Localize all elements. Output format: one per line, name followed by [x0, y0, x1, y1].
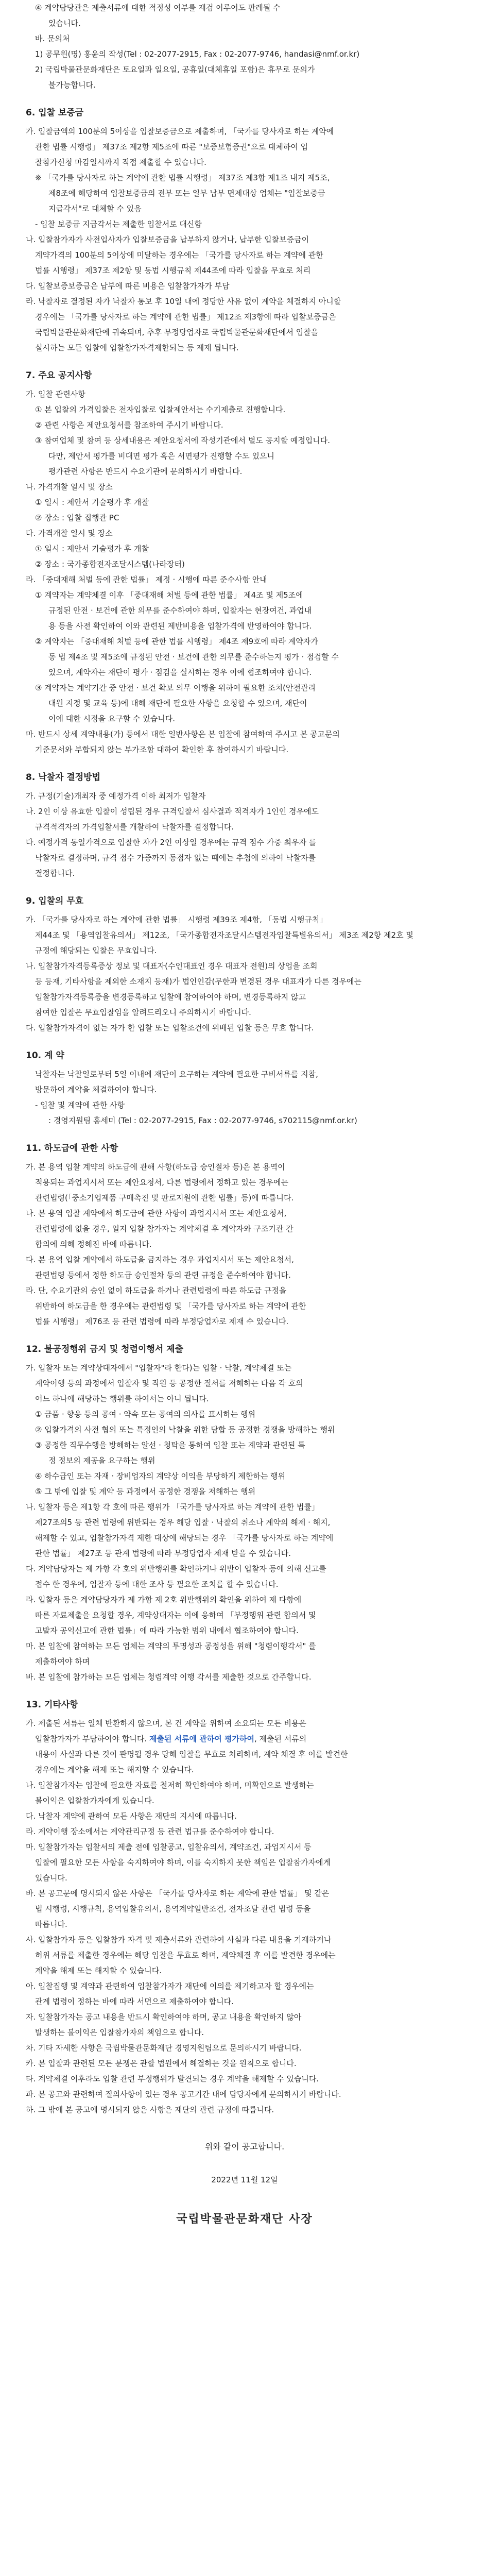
section-line: 규격적격자의 가격입찰서를 개찰하여 낙찰자를 결정합니다.	[35, 822, 234, 832]
section-line: 다. 입찰보증보증금은 납부에 따른 비용은 입찰참가자가 부담	[26, 281, 230, 291]
intro-block	[26, 0, 463, 93]
section-line: ② 장소 : 입찰 집행관 PC	[35, 513, 119, 522]
section-line: 파. 본 공고와 관련하여 질의사항이 있는 경우 공고기간 내에 담당자에게 문의하시기 바랍니다.	[26, 2090, 341, 2099]
section-line: ③ 참여업체 및 참여 등 상세내용은 제안요청서에 작성기관에서 별도 공지할 예정입니다.	[35, 436, 331, 445]
section-title: 6. 입찰 보증금	[26, 108, 84, 118]
section-line: 가. 제출된 서류는 일체 반환하지 않으며, 본 건 계약을 위하여 소요되는 모든 비용은	[26, 1719, 306, 1728]
section-line: 합의에 의해 정해진 바에 따릅니다.	[35, 1240, 152, 1249]
announcement-date: 2022년 11월 12일	[211, 2175, 278, 2184]
section-line: 참여한 입찰은 무효입찰임을 알려드리오니 주의하시기 바랍니다.	[35, 1008, 251, 1017]
section-line: 가. 「국가를 당사자로 하는 계약에 관한 법률」 시행령 제39조 제4항, 「동법 시행규칙」	[26, 915, 327, 924]
section-line: 적용되는 과업지시서 또는 제안요청서, 다른 법령에서 정하고 있는 경우에는	[35, 1178, 289, 1187]
section-line: 나. 입찰참가자격등록증상 정보 및 대표자(수인대표인 경우 대표자 전원)의 상업을 조회	[26, 961, 318, 971]
section-title: 7. 주요 공지사항	[26, 370, 92, 381]
section-line: 가. 입찰 관련사항	[26, 389, 85, 399]
section-line: 자. 입찰참가자는 공고 내용을 반드시 확인하여야 하며, 공고 내용을 확인하지 않아	[26, 2012, 302, 2022]
section-line: 지급각서"로 대체할 수 있음	[48, 204, 142, 213]
section-line: 바. 본 입찰에 참가하는 모든 업체는 청렴계약 이행 각서를 제출한 것으로 간주합니다.	[26, 1672, 312, 1682]
section-line: 라. 단, 수요기관의 승인 없이 하도급을 하거나 관련법령에 따른 하도급 규정을	[26, 1286, 287, 1295]
section	[26, 892, 463, 1036]
section-line: 결정합니다.	[35, 869, 75, 878]
section-line: ① 본 입찰의 가격입찰은 전자입찰로 입찰제안서는 수기제출로 진행합니다.	[35, 405, 286, 414]
section-line: 나. 입찰자 등은 제1항 각 호에 따른 행위가 「국가를 당사자로 하는 계약에 관한 법률」	[26, 1502, 319, 1512]
section-line: 낙찰자는 낙찰일로부터 5일 이내에 재단이 요구하는 계약에 필요한 구비서류를 지참,	[35, 1070, 318, 1079]
section-title: 13. 기타사항	[26, 1700, 78, 1710]
section-title: 10. 계 약	[26, 1050, 64, 1061]
intro-line: 2) 국립박물관문화재단은 토요일과 일요일, 공휴일(대체휴일 포함)은 휴무로 문의가	[35, 65, 315, 74]
section-line: ④ 하수급인 또는 자재 · 장비업자의 계약상 이익을 부당하게 제한하는 행위	[35, 1471, 286, 1481]
section-line: 방문하여 계약을 체결하여야 합니다.	[35, 1085, 157, 1094]
section-line: 동 법 제4조 및 제5조에 규정된 안전 · 보건에 관한 의무를 준수하는지 평가 · 점검할 수	[48, 652, 339, 662]
intro-line: 불가능합니다.	[48, 80, 96, 90]
section-line: 다. 본 용역 입찰 계약에서 하도급을 금지하는 경우 과업지시서 또는 제안요청서,	[26, 1255, 294, 1264]
section-line: 다. 계약담당자는 제 가항 각 호의 위반행위를 확인하거나 위반이 입찰자 등에 의해 신고를	[26, 1564, 326, 1573]
section-line: 위반하여 하도급을 한 경우에는 관련법령 및 「국가를 당사자로 하는 계약에 관한	[35, 1301, 306, 1311]
section-line: 평가관련 사항은 반드시 수요기관에 문의하시기 바랍니다.	[48, 467, 243, 476]
section-line: 관련법령 등에서 정한 하도급 승인절차 등의 관련 규정을 준수하여야 합니다.	[35, 1270, 291, 1280]
section-line: 타. 계약체결 이후라도 입찰 관련 부정행위가 발견되는 경우 계약을 해제할 수 있습니다.	[26, 2074, 319, 2083]
section-line: ③ 계약자는 계약기간 중 안전 · 보건 확보 의무 이행을 위하여 필요한 조치(안전관리	[35, 683, 316, 692]
section-line: 나. 2인 이상 유효한 입찰이 성립된 경우 규격입찰서 심사결과 적격자가 1인인 경우에도	[26, 807, 319, 816]
section-line: 찰참가신청 마감일시까지 직접 제출할 수 있습니다.	[35, 158, 206, 167]
section-line: 경우에는 「국가를 당사자로 하는 계약에 관한 법률」 제12조 제3항에 따라 입찰보증금은	[35, 312, 336, 321]
signer-name: 국립박물관문화재단 사장	[176, 2213, 313, 2226]
section-line: 관련법령(「중소기업제품 구매촉진 및 판로지원에 관한 법률」등)에 따릅니다.	[35, 1193, 294, 1202]
section-line: 계약이행 등의 과정에서 입찰자 및 직원 등 공정한 질서를 저해하는 다음 각 호의	[35, 1379, 303, 1388]
section-line: 고발자 공익신고에 관한 법률」에 따라 가능한 범위 내에서 협조하여야 합니다.	[35, 1626, 299, 1635]
section-line: 불이익은 입찰참가자에게 있습니다.	[35, 1796, 154, 1805]
section-line: 사. 입찰참가자 등은 입찰참가 자격 및 제출서류와 관련하여 사실과 다른 내용을 기재하거나	[26, 1935, 332, 1944]
section-line: 나. 입찰참가자는 입찰에 필요한 자료를 철저히 확인하여야 하며, 미확인으로 발생하는	[26, 1781, 314, 1790]
section-line: 등 등재, 기타사항을 제외한 소재지 등재)가 법인인감(무한과 변경된 경우 대표자가 다른 경우에는	[35, 977, 362, 986]
section-line: 나. 가격개찰 일시 및 장소	[26, 482, 113, 492]
section-line: 실시하는 모든 입찰에 입찰참가자격제한되는 등 제재 됩니다.	[35, 343, 239, 352]
sections-container	[26, 104, 463, 2117]
section-line: ② 관련 사항은 제안요청서를 참조하여 주시기 바랍니다.	[35, 420, 223, 430]
section-line: 제27조의5 등 관련 법령에 위반되는 경우 해당 입찰 · 낙찰의 취소나 계약의 해제 · 해지,	[35, 1518, 331, 1527]
section-line: 나. 입찰참가자가 사전입사자가 입찰보증금을 납부하지 않거나, 납부한 입찰보증금이	[26, 235, 309, 244]
section-line: 어느 하나에 해당하는 행위를 하여서는 아니 됩니다.	[35, 1394, 209, 1403]
section-line: 다. 가격개찰 일시 및 장소	[26, 529, 113, 538]
section-line: 라. 낙찰자로 결정된 자가 낙찰자 통보 후 10일 내에 정당한 사유 없이 계약을 체결하지 아니할	[26, 297, 341, 306]
section-line: 마. 입찰참가자는 입찰서의 제출 전에 입찰공고, 입찰유의서, 계약조건, 과업지시서 등	[26, 1842, 312, 1852]
section-line: 해제할 수 있고, 입찰참가자격 제한 대상에 해당되는 경우 「국가를 당사자로 하는 계약에	[35, 1533, 334, 1543]
section-line: 다. 예정가격 동일가격으로 입찰한 자가 2인 이상일 경우에는 규격 점수 가중 최우자 를	[26, 838, 317, 847]
intro-line: 1) 공무원(명) 홍윤의 작성(Tel : 02-2077-2915, Fax : 02-2077-9746, handasi@nmf.or.kr)	[35, 49, 360, 59]
section-line: 법률 시행령」 제37조 제2항 및 동법 시행규칙 제44조에 따라 입찰을 무효로 처리	[35, 266, 311, 275]
section-line: 정 정보의 제공을 요구하는 행위	[48, 1456, 155, 1465]
section-line: 가. 본 용역 입찰 계약의 하도급에 관해 사항(하도급 승인절차 등)은 본 용역이	[26, 1162, 285, 1172]
section-line: 라. 입찰자 등은 계약담당자가 제 가항 제 2호 위반행위의 확인을 위하여 제 다항에	[26, 1595, 302, 1604]
section-line: 라. 「중대재해 처벌 등에 관한 법률」 제정 · 시행에 따른 준수사항 안내	[26, 575, 267, 584]
section-line: 있습니다.	[35, 1873, 67, 1883]
section-line: 다만, 제안서 평가를 비대면 평가 혹은 서면평가 진행할 수도 있으니	[48, 451, 274, 461]
section-line: - 입찰 보증금 지급각서는 제출한 입찰서로 대신함	[35, 219, 202, 229]
section-line: 계약을 해제 또는 해지할 수 있습니다.	[35, 1966, 162, 1975]
section-line: 관계 법령이 정하는 바에 따라 서면으로 제출하여야 합니다.	[35, 1997, 234, 2006]
section-line: 용 등을 사전 확인하여 이와 관련된 제반비용을 입찰가격에 반영하여야 합니다.	[48, 621, 312, 631]
section-line: 가. 입찰자 또는 계약상대자에서 "입찰자"라 한다)는 입찰 · 낙찰, 계약체결 또는	[26, 1363, 292, 1372]
section-line: 가. 입찰금액의 100분의 5이상을 입찰보증금으로 제출하며, 「국가를 당사자로 하는 계약에	[26, 127, 334, 136]
section-line: 허위 서류를 제출한 경우에는 해당 입찰을 무효로 하며, 계약체결 후 이를 발견한 경우에는	[35, 1951, 336, 1960]
section-line: 입찰참가자격등록증을 변경등록하고 입찰에 참여하여야 하며, 변경등록하지 않고	[35, 992, 306, 1002]
section-line: 내용이 사실과 다른 것이 판명될 경우 당해 입찰을 무효로 처리하며, 계약 체결 후 이를 발견한	[35, 1750, 348, 1759]
section-line: 입찰에 필요한 모든 사항을 숙지하여야 하며, 이를 숙지하지 못한 책임은 입찰참가자에게	[35, 1858, 331, 1867]
section-line: 대원 지정 및 교육 등)에 대해 재단에 필요한 사항을 요청할 수 있으며, 재단이	[48, 699, 307, 708]
section-line: ⑤ 그 밖에 입찰 및 계약 등 과정에서 공정한 경쟁을 저해하는 행위	[35, 1487, 256, 1496]
section	[26, 1341, 463, 1685]
section-line: 법률 시행령」 제76조 등 관련 법령에 따라 부정당업자로 제재 수 있습니다.	[35, 1317, 289, 1326]
section-line: 따른 자료제출을 요청할 경우, 계약상대자는 이에 응하여 「부정행위 관련 합의서 및	[35, 1611, 316, 1620]
section-line: : 경영지원팀 홍세미 (Tel : 02-2077-2915, Fax : 02-2077-9746, s702115@nmf.or.kr)	[48, 1116, 357, 1125]
section-line: 차. 기타 자세한 사항은 국립박물관문화재단 경영지원팀으로 문의하시기 바랍니다.	[26, 2043, 302, 2053]
section-line: 이에 대한 시정을 요구할 수 있습니다.	[48, 714, 175, 723]
section	[26, 1140, 463, 1329]
section-line: ② 입찰가격의 사전 협의 또는 특정인의 낙찰을 위한 담합 등 공정한 경쟁을 방해하는 행위	[35, 1425, 335, 1434]
section-title: 9. 입찰의 무효	[26, 896, 84, 906]
section-line: 있으며, 계약자는 재단이 평가 · 점검을 실시하는 경우 이에 협조하여야 합니다.	[48, 668, 312, 677]
section-line: 국립박물관문화재단에 귀속되며, 추후 부정당업자로 국립박물관문화재단에서 입찰을	[35, 328, 319, 337]
section-line: 발생하는 불이익은 입찰참가자의 책임으로 합니다.	[35, 2028, 204, 2037]
section-line: 나. 본 용역 입찰 계약에서 하도급에 관한 사항이 과업지시서 또는 제안요청서,	[26, 1209, 287, 1218]
section-line: 제8조에 해당하여 입찰보증금의 전부 또는 일부 납부 면제대상 업체는 "입찰보증금	[48, 189, 325, 198]
section	[26, 1696, 463, 2117]
section	[26, 367, 463, 757]
section-line: ② 장소 : 국가종합전자조달시스템(나라장터)	[35, 560, 185, 569]
section-line: 다. 입찰참가자격이 없는 자가 한 입찰 또는 입찰조건에 위배된 입찰 등은 무효 합니다.	[26, 1023, 314, 1032]
section-line: 관한 법률」 제27조 등 관계 법령에 따라 부정당업자 제재 받을 수 있습니다.	[35, 1549, 291, 1558]
section-title: 11. 하도급에 관한 사항	[26, 1143, 118, 1154]
section-line: 가. 규정(기술)개최자 중 예정가격 이하 최저가 입찰자	[26, 791, 206, 801]
section-line: 아. 입찰집행 및 계약과 관련하여 입찰참가자가 재단에 이의를 제기하고자 할 경우에는	[26, 1981, 314, 1991]
section-line: 규정에 해당되는 입찰은 무효입니다.	[35, 946, 157, 955]
section-line: 다. 낙찰자 계약에 관하여 모든 사항은 재단의 지시에 따릅니다.	[26, 1811, 237, 1821]
section-line: 기준문서와 부합되지 않는 부가조항 대하여 확인한 후 참여하시기 바랍니다.	[35, 745, 289, 754]
section-line: ① 일시 : 제안서 기술평가 후 개찰	[35, 544, 149, 553]
section-line: 접수 한 경우에, 입찰자 등에 대한 조사 등 필요한 조치를 할 수 있습니다.	[35, 1580, 279, 1589]
section-line: ① 일시 : 제안서 기술평가 후 개찰	[35, 498, 149, 507]
section-line: ※ 「국가를 당사자로 하는 계약에 관한 법률 시행령」 제37조 제3항 제1조 내지 제5조,	[35, 173, 330, 182]
section-line: 경우에는 계약을 해제 또는 해지할 수 있습니다.	[35, 1765, 194, 1774]
section-line: ② 계약자는 「중대재해 처벌 등에 관한 법률 시행령」 제4조 제9호에 따라 계약자가	[35, 637, 318, 646]
section-line: 낙찰자로 결정하며, 규격 점수 가중까지 동점자 없는 때에는 추첨에 의하여 낙찰자를	[35, 853, 316, 862]
section-line: ③ 공정한 직무수행을 방해하는 알선 · 청탁을 통하여 입찰 또는 계약과 관련된 특	[35, 1440, 305, 1450]
section-line: 카. 본 입찰과 관련된 모든 분쟁은 관할 법원에서 해결하는 것을 원칙으로 합니다.	[26, 2059, 297, 2068]
highlighted-text: 제출된 서류에 관하여 평가하여	[149, 1734, 254, 1743]
section	[26, 769, 463, 881]
section-line: 하. 그 밖에 본 공고에 명시되지 않은 사항은 재단의 관련 규정에 따릅니다.	[26, 2105, 274, 2114]
closing-statement: 위와 같이 공고합니다.	[204, 2142, 285, 2151]
section-line: 마. 본 입찰에 참여하는 모든 업체는 계약의 투명성과 공정성을 위해 "청렴이행각서" 를	[26, 1641, 316, 1651]
section-line: 관련법령에 없을 경우, 일지 입찰 참가자는 계약체결 후 계약자와 구조기관 간	[35, 1224, 293, 1233]
section-line: 제44조 및 「용역입찰유의서」 제12조, 「국가종합전자조달시스템전자입찰특별유의서」 제3조 제2항 제2호 및	[35, 930, 413, 940]
intro-line: ④ 계약담당관은 제출서류에 대한 적정성 여부를 재검 이루어도 판례될 수	[35, 3, 281, 12]
section-line: 입찰참가자가 부담하여야 합니다. 제출된 서류에 관하여 평가하여, 제출된 서류의	[35, 1734, 307, 1743]
intro-line: 바. 문의처	[35, 34, 70, 43]
section-line: 계약가격의 100분의 5이상에 미달하는 경우에는 「국가를 당사자로 하는 계약에 관한	[35, 250, 323, 260]
section	[26, 104, 463, 355]
section-title: 12. 불공정행위 금지 및 청렴이행서 제출	[26, 1344, 184, 1354]
section-line: 제출하여야 하며	[35, 1657, 90, 1666]
section-line: ① 금품 · 향응 등의 공여 · 약속 또는 공여의 의사를 표시하는 행위	[35, 1410, 255, 1419]
section-title: 8. 낙찰자 결정방법	[26, 772, 101, 783]
section-line: 관한 법률 시행령」 제37조 제2항 제5조에 따른 "보증보험증권"으로 대체하여 입	[35, 142, 308, 151]
section	[26, 1047, 463, 1128]
section-line: 라. 계약이행 장소에서는 계약관리규정 등 관련 법규를 준수하여야 합니다.	[26, 1827, 274, 1836]
section-line: 법 시행령, 시행규칙, 용역입찰유의서, 용역계약일반조건, 전자조달 관련 법령 등을	[35, 1904, 311, 1913]
section-line: 마. 반드시 상세 계약내용(가) 등에서 대한 일반사항은 본 입찰에 참여하여 주시고 본 공고문의	[26, 730, 340, 739]
section-line: - 입찰 및 계약에 관한 사항	[35, 1100, 125, 1110]
section-line: 바. 본 공고문에 명시되지 않은 사항은 「국가를 당사자로 하는 계약에 관한 법률」 및 같은	[26, 1889, 330, 1898]
section-line: ① 계약자는 계약체결 이후 「중대재해 처벌 등에 관한 법률」 제4조 및 제5조에	[35, 590, 303, 600]
section-line: 따릅니다.	[35, 1920, 67, 1929]
section-line: 규정된 안전 · 보건에 관한 의무를 준수하여야 하며, 입찰자는 현장여건, 과업내	[48, 606, 312, 615]
intro-line: 있습니다.	[48, 19, 81, 28]
